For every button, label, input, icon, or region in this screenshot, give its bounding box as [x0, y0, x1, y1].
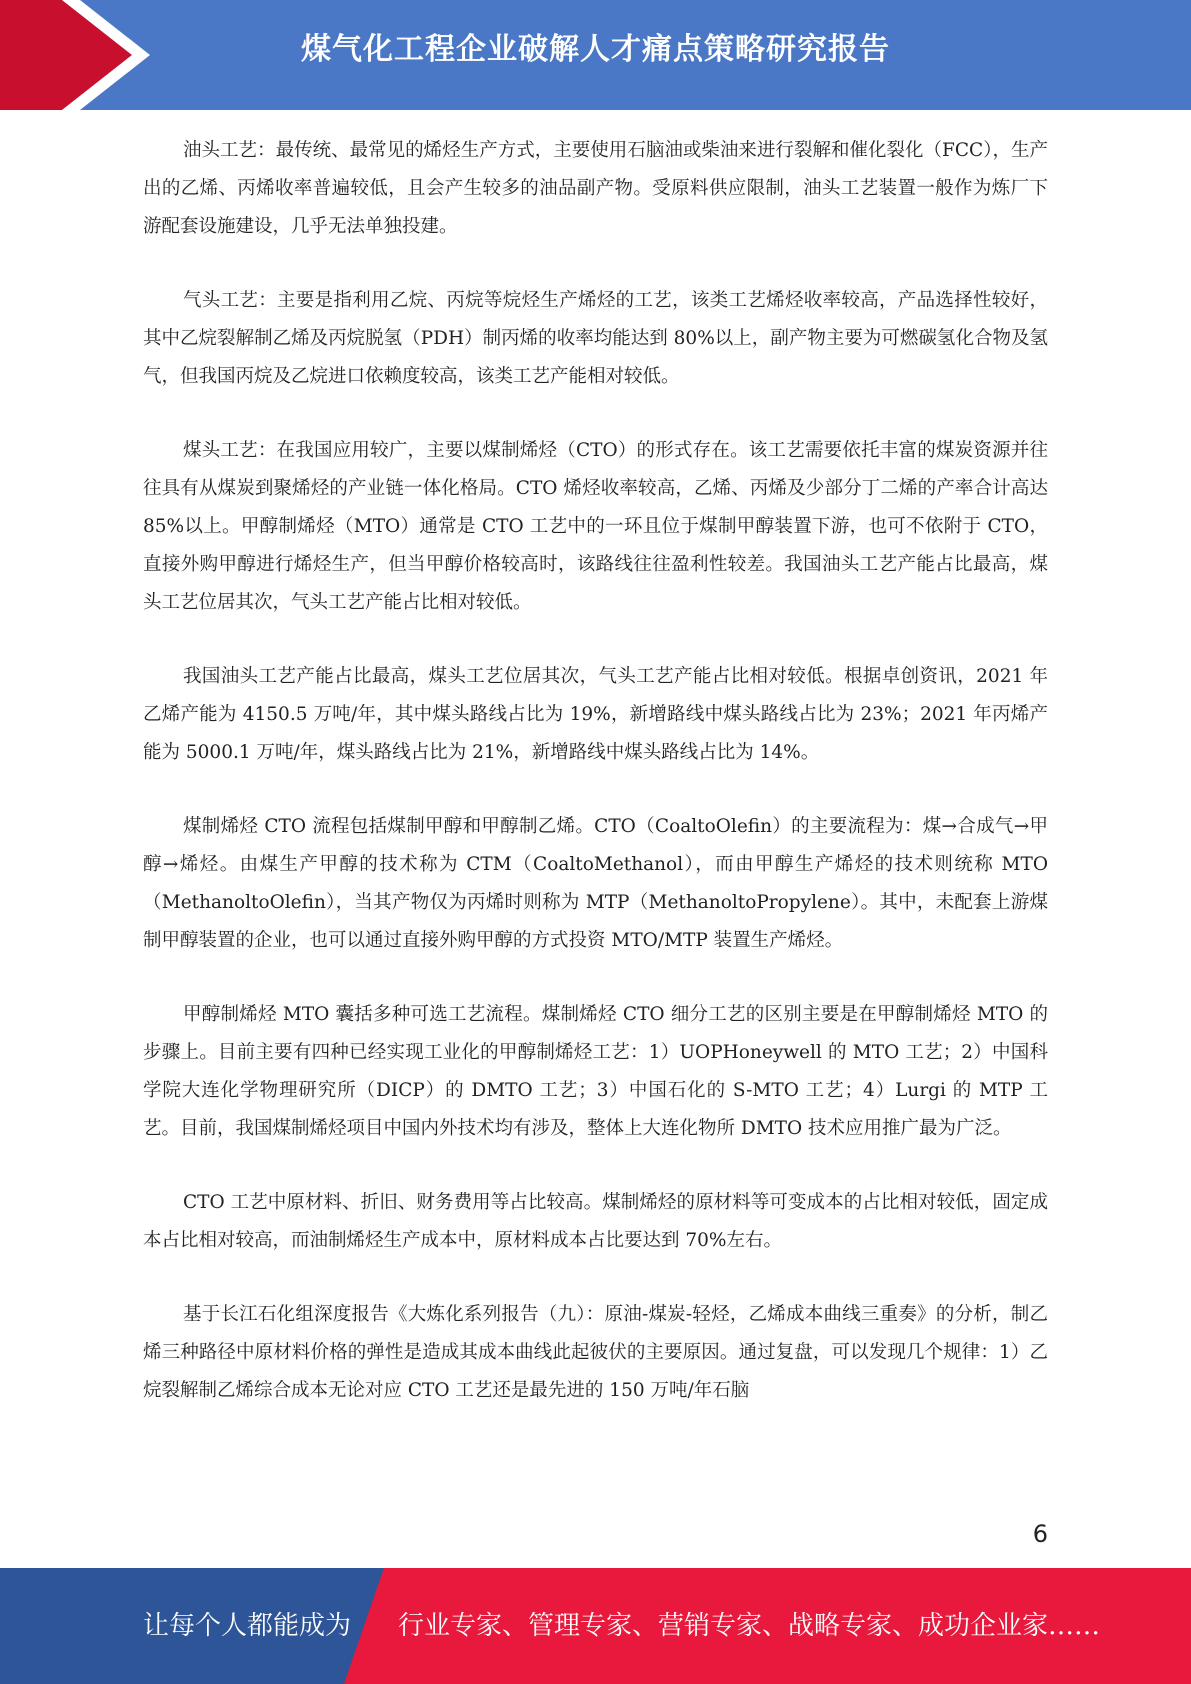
paragraph: 甲醇制烯烃 MTO 囊括多种可选工艺流程。煤制烯烃 CTO 细分工艺的区别主要是在甲醇制烯烃 MTO 的步骤上。目前主要有四种已经实现工业化的甲醇制烯烃工艺：1）UOPHoneywell 的 MTO 工艺；2）中国科学院大连化学物理研究所（DICP）的 DMTO 工艺；3）中国石化的 S-MTO 工艺；4）Lurgi 的 MTP 工艺。目前，我国煤制烯烃项目中国内外技术均有涉及，整体上大连化物所 DMTO 技术应用推广最为广泛。: [143, 1004, 1048, 1139]
paragraph: 我国油头工艺产能占比最高，煤头工艺位居其次，气头工艺产能占比相对较低。根据卓创资讯，2021 年乙烯产能为 4150.5 万吨/年，其中煤头路线占比为 19%，新增路线中煤头路线占比为 23%；2021 年丙烯产能为 5000.1 万吨/年，煤头路线占比为 21%，新增路线中煤头路线占比为 14%。: [143, 666, 1048, 763]
page-number: 6: [1032, 1520, 1048, 1548]
paragraph: 煤头工艺：在我国应用较广，主要以煤制烯烃（CTO）的形式存在。该工艺需要依托丰富的煤炭资源并往往具有从煤炭到聚烯烃的产业链一体化格局。CTO 烯烃收率较高，乙烯、丙烯及少部分丁二烯的产率合计高达 85%以上。甲醇制烯烃（MTO）通常是 CTO 工艺中的一环且位于煤制甲醇装置下游，也可不依附于 CTO，直接外购甲醇进行烯烃生产，但当甲醇价格较高时，该路线往往盈利性较差。我国油头工艺产能占比最高，煤头工艺位居其次，气头工艺产能占比相对较低。: [143, 440, 1048, 613]
paragraph: 煤制烯烃 CTO 流程包括煤制甲醇和甲醇制乙烯。CTO（CoaltoOlefin）的主要流程为：煤→合成气→甲醇→烯烃。由煤生产甲醇的技术称为 CTM（CoaltoMethanol），而由甲醇生产烯烃的技术则统称 MTO（MethanoltoOlefin），当其产物仅为丙烯时则称为 MTP（MethanoltoPropylene）。其中，未配套上游煤制甲醇装置的企业，也可以通过直接外购甲醇的方式投资 MTO/MTP 装置生产烯烃。: [143, 816, 1048, 951]
paragraph: 油头工艺：最传统、最常见的烯烃生产方式，主要使用石脑油或柴油来进行裂解和催化裂化（FCC），生产出的乙烯、丙烯收率普遍较低，且会产生较多的油品副产物。受原料供应限制，油头工艺装置一般作为炼厂下游配套设施建设，几乎无法单独投建。: [143, 140, 1048, 237]
footer-tagline: 行业专家、管理专家、营销专家、战略专家、成功企业家……: [398, 1611, 1101, 1641]
page-footer: [0, 1568, 1191, 1684]
body-text: [143, 132, 1048, 1446]
page-header: [0, 0, 1191, 110]
report-title: 煤气化工程企业破解人才痛点策略研究报告: [301, 32, 890, 67]
paragraph: 基于长江石化组深度报告《大炼化系列报告（九）：原油-煤炭-轻烃，乙烯成本曲线三重奏》的分析，制乙烯三种路径中原材料价格的弹性是造成其成本曲线此起彼伏的主要原因。通过复盘，可以发现几个规律：1）乙烷裂解制乙烯综合成本无论对应 CTO 工艺还是最先进的 150 万吨/年石脑: [143, 1304, 1048, 1401]
header-arrow-graphic: [0, 0, 150, 110]
footer-slogan: 让每个人都能成为: [143, 1611, 352, 1641]
paragraph: 气头工艺：主要是指利用乙烷、丙烷等烷烃生产烯烃的工艺，该类工艺烯烃收率较高，产品选择性较好，其中乙烷裂解制乙烯及丙烷脱氢（PDH）制丙烯的收率均能达到 80%以上，副产物主要为可燃碳氢化合物及氢气，但我国丙烷及乙烷进口依赖度较高，该类工艺产能相对较低。: [143, 290, 1048, 387]
paragraph: CTO 工艺中原材料、折旧、财务费用等占比较高。煤制烯烃的原材料等可变成本的占比相对较低，固定成本占比相对较高，而油制烯烃生产成本中，原材料成本占比要达到 70%左右。: [143, 1192, 1048, 1251]
